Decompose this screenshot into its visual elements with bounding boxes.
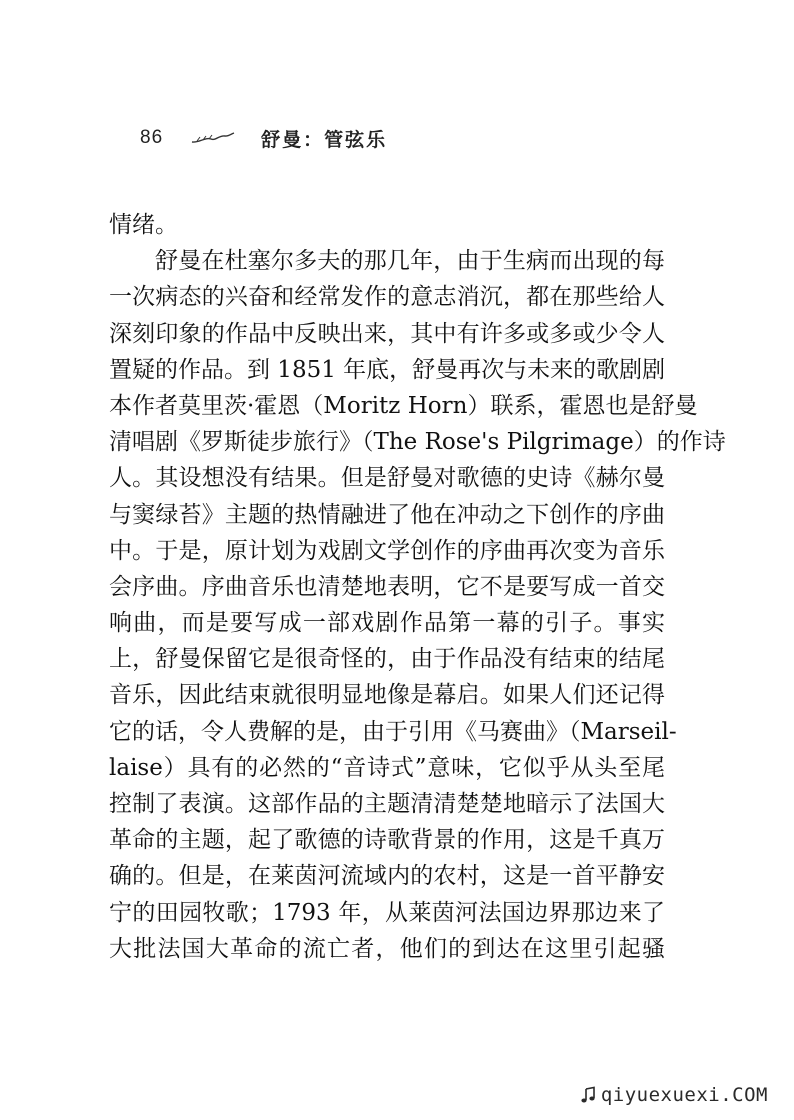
text-line: 深刻印象的作品中反映出来，其中有许多或多或少令人 [109,320,665,347]
text-line: 情绪。 [109,212,178,238]
decorative-flourish-icon [191,131,235,145]
text-line: 确的。但是，在莱茵河流域内的农村，这是一首平静安 [109,863,665,890]
text-line: 控制了表演。这部作品的主题清清楚楚地暗示了法国大 [109,791,665,817]
text-line: 会序曲。序曲音乐也清楚地表明，它不是要写成一首交 [109,573,665,600]
body-text [109,207,726,967]
text-line: 革命的主题，起了歌德的诗歌背景的作用，这是千真万 [109,827,665,854]
text-line: 一次病态的兴奋和经常发作的意志消沉，都在那些给人 [109,284,665,311]
watermark-text: qiyuexuexi.COM [600,1084,768,1106]
page-header [140,124,387,152]
site-watermark [579,1084,768,1106]
text-line: 置疑的作品。到 1851 年底，舒曼再次与未来的歌剧剧 [109,356,666,383]
text-line: 清唱剧《罗斯徒步旅行》（The Rose's Pilgrimage）的作诗 [109,429,726,456]
text-line: 本作者莫里茨·霍恩（Moritz Horn）联系，霍恩也是舒曼 [109,392,698,419]
text-line: 上，舒曼保留它是很奇怪的，由于作品没有结束的结尾 [109,646,665,673]
music-note-icon [579,1086,597,1104]
page-number: 86 [140,127,164,148]
text-line: 音乐，因此结束就很明显地像是幕启。如果人们还记得 [109,682,665,709]
text-line: 中。于是，原计划为戏剧文学创作的序曲再次变为音乐 [109,537,665,564]
text-line: 大批法国大革命的流亡者，他们的到达在这里引起骚 [109,935,665,962]
text-line: 宁的田园牧歌；1793 年，从莱茵河法国边界那边来了 [109,899,665,926]
text-line: 响曲，而是要写成一部戏剧作品第一幕的引子。事实 [109,610,665,637]
text-line: laise）具有的必然的“音诗式”意味，它似乎从头至尾 [109,754,665,781]
text-line: 它的话，令人费解的是，由于引用《马赛曲》（Marseil- [109,718,677,745]
text-line: 人。其设想没有结果。但是舒曼对歌德的史诗《赫尔曼 [109,465,665,492]
running-title: 舒曼：管弦乐 [261,128,388,151]
text-line: 与窦绿苔》主题的热情融进了他在冲动之下创作的序曲 [109,501,665,528]
text-line: 舒曼在杜塞尔多夫的那几年，由于生病而出现的每 [155,248,665,275]
